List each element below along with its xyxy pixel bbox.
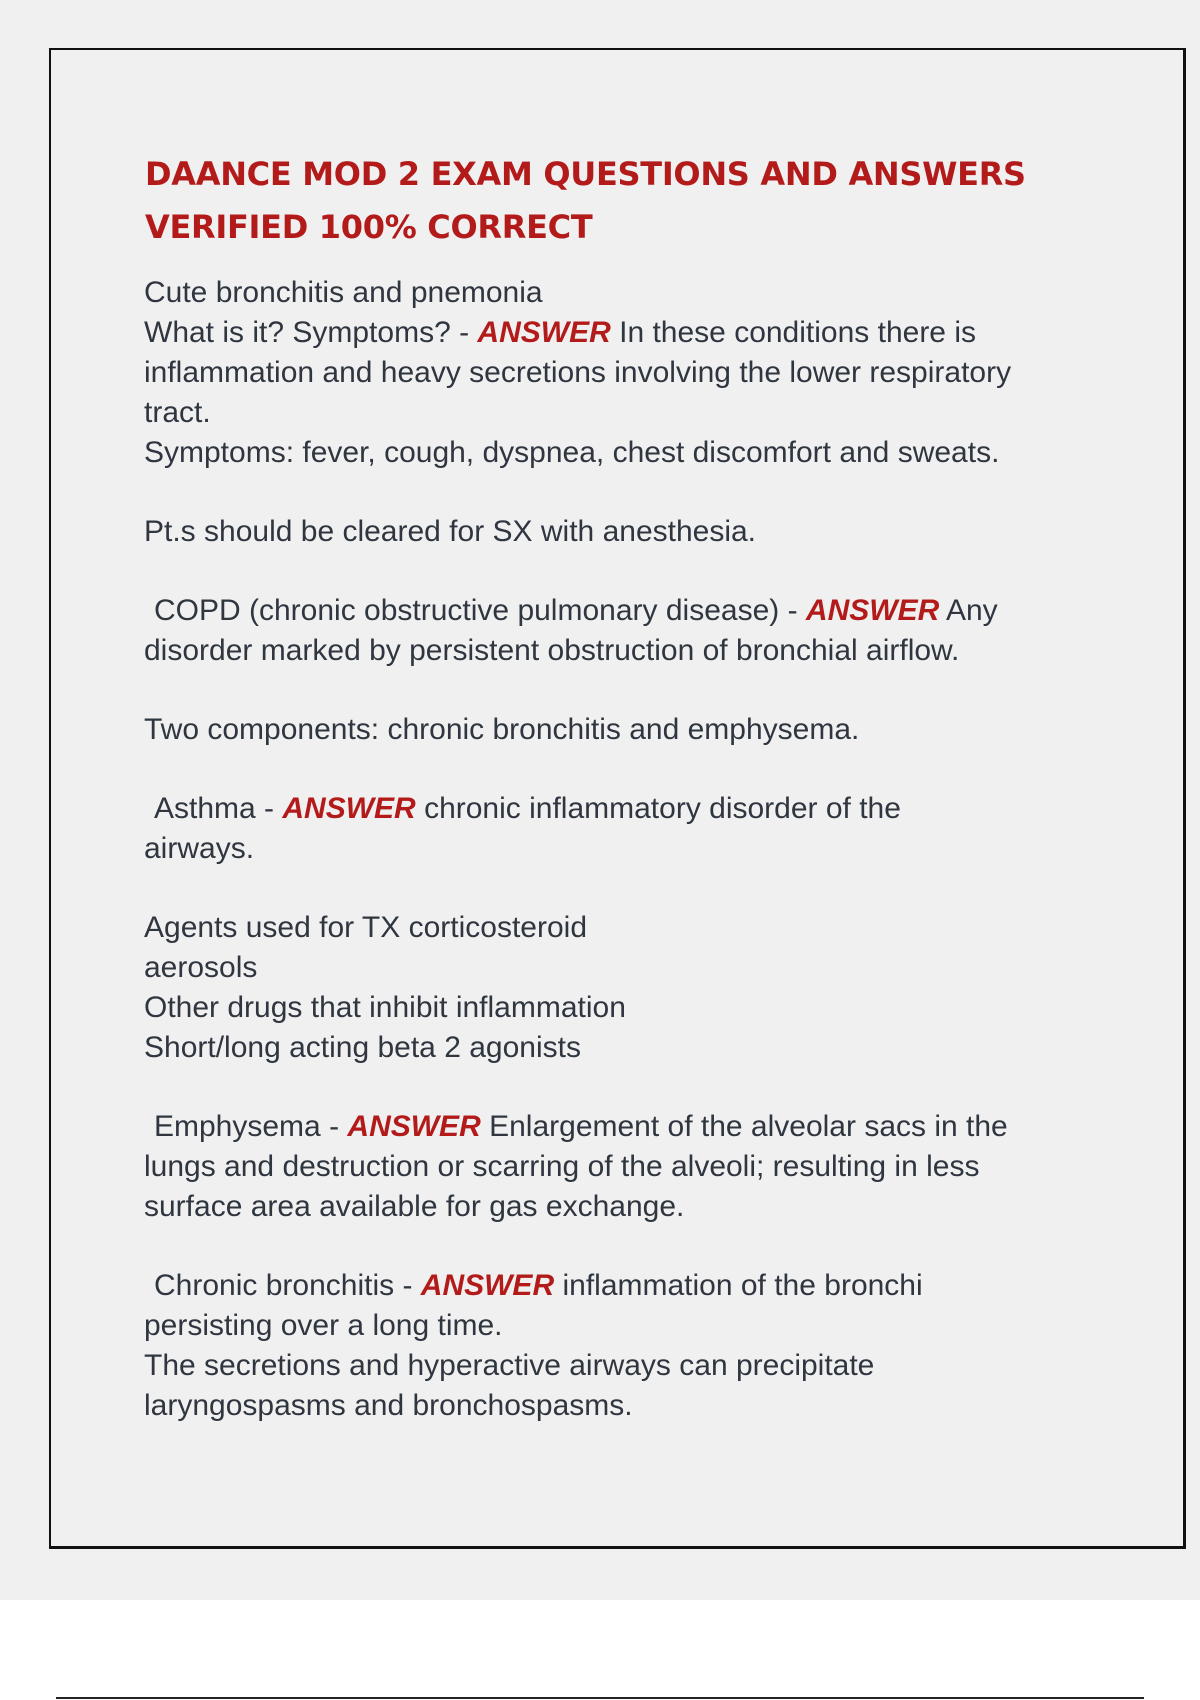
answer-text: The secretions and hyperactive airways can precipitate	[144, 1349, 875, 1382]
question-text: Chronic bronchitis -	[154, 1269, 413, 1302]
answer-text: Any	[945, 594, 998, 627]
answer-label: ANSWER	[805, 594, 940, 627]
title-line-1: DAANCE MOD 2 EXAM QUESTIONS AND ANSWERS	[145, 155, 1026, 193]
qa-line	[144, 313, 1104, 353]
answer-text: disorder marked by persistent obstruction of bronchial airflow.	[144, 634, 960, 667]
answer-text: In these conditions there is	[619, 316, 976, 349]
answer-text: inflammation of the bronchi	[562, 1269, 923, 1302]
answer-text: persisting over a long time.	[144, 1309, 503, 1342]
answer-text: Enlargement of the alveolar sacs in the	[489, 1110, 1008, 1143]
answer-label: ANSWER	[420, 1269, 555, 1302]
question-text: What is it? Symptoms? -	[144, 316, 470, 349]
question-text: Emphysema -	[154, 1110, 340, 1143]
question-text: Cute bronchitis and pnemonia	[144, 276, 543, 309]
footer-rule	[56, 1697, 1144, 1699]
answer-label: ANSWER	[477, 316, 611, 349]
answer-text: airways.	[144, 832, 255, 865]
document-body	[144, 273, 1104, 1426]
qa-line	[144, 789, 1104, 829]
note-text: Agents used for TX corticosteroid	[144, 911, 587, 944]
answer-text: inflammation and heavy secretions involving the lower respiratory	[144, 356, 1012, 389]
title-line-2: VERIFIED 100% CORRECT	[145, 208, 593, 246]
note-text: Short/long acting beta 2 agonists	[144, 1031, 581, 1064]
answer-text: lungs and destruction or scarring of the alveoli; resulting in less	[144, 1150, 980, 1183]
qa-line	[144, 1266, 1104, 1306]
document-title	[145, 148, 1105, 254]
answer-text: Symptoms: fever, cough, dyspnea, chest discomfort and sweats.	[144, 436, 1000, 469]
note-text: aerosols	[144, 951, 258, 984]
question-text: Asthma -	[154, 792, 275, 825]
answer-text: surface area available for gas exchange.	[144, 1190, 685, 1223]
answer-label: ANSWER	[282, 792, 416, 825]
note-text: Pt.s should be cleared for SX with anesthesia.	[144, 515, 757, 548]
question-text: COPD (chronic obstructive pulmonary disease) -	[154, 594, 798, 627]
answer-text: laryngospasms and bronchospasms.	[144, 1389, 633, 1422]
answer-label: ANSWER	[347, 1110, 481, 1143]
note-text: Other drugs that inhibit inflammation	[144, 991, 626, 1024]
qa-line	[144, 591, 1104, 631]
answer-text: tract.	[144, 396, 211, 429]
qa-line	[144, 1107, 1104, 1147]
answer-text: chronic inflammatory disorder of the	[424, 792, 901, 825]
note-text: Two components: chronic bronchitis and emphysema.	[144, 713, 860, 746]
